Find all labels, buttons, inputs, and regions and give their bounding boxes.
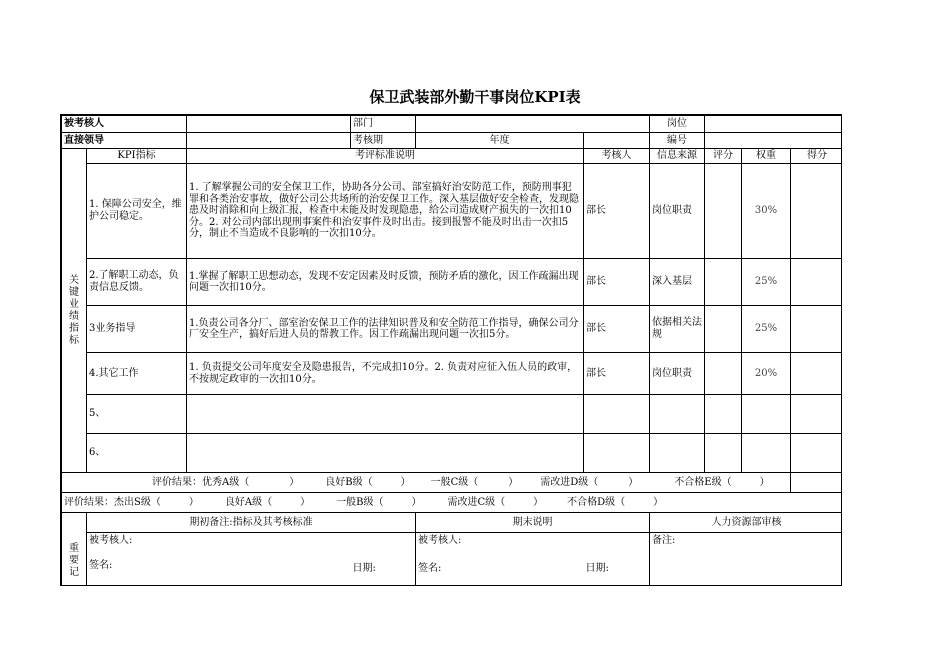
hr-review-header: 人力资源部审核 [650, 513, 843, 533]
evaluation-cell-1 [62, 473, 791, 493]
col-criteria: 考评标准说明 [187, 149, 584, 164]
column-header-row [62, 149, 843, 164]
year-value[interactable] [584, 133, 650, 149]
assessor-cell[interactable] [584, 395, 650, 434]
initial-sign[interactable]: 签名: [87, 553, 351, 579]
weight-cell: 20% [742, 353, 791, 395]
criteria-cell: 1.掌握了解职工思想动态，发现不安定因素及时反馈，预防矛盾的激化，因工作疏漏出现问题一次扣10分。 [187, 259, 584, 306]
assessor-cell: 部长 [584, 164, 650, 259]
kpi-cell: 3业务指导 [87, 306, 187, 353]
weight-cell: 25% [742, 306, 791, 353]
header-row-2 [62, 133, 843, 149]
criteria-cell[interactable] [187, 434, 584, 473]
leader-label: 直接领导 [62, 133, 187, 149]
criteria-cell: 1. 了解掌握公司的安全保卫工作，协助各分公司、部室搞好治安防范工作，预防刑事犯罪和各类治安事故，做好公司公共场所的治安保卫工作。深入基层做好安全检查，发现隐患及时消除和向上级汇报，检查中未能及时发现隐患，给公司造成财产损失的一次扣10分。2. 对公司内部出现刑事案件和治安事件及时出击。接到报警不能及时出击一次扣5分，制止不当造成不良影响的一次扣10分。 [187, 164, 584, 259]
score-cell[interactable] [705, 306, 742, 353]
initial-notes-header: 期初备注:指标及其考核标准 [87, 513, 416, 533]
table-row [62, 353, 843, 395]
table-row [62, 306, 843, 353]
header-row-1 [62, 116, 843, 133]
result-cell[interactable] [791, 395, 843, 434]
initial-blank[interactable] [87, 579, 416, 587]
eval-label: 评价结果： [64, 496, 114, 508]
evaluation-row-2 [62, 493, 843, 513]
col-kpi: KPI指标 [87, 149, 187, 164]
department-label: 部门 [351, 116, 416, 133]
assessee-value[interactable] [187, 116, 351, 133]
final-notes-header: 期末说明 [416, 513, 650, 533]
eval-label: 评价结果： [152, 476, 202, 488]
eval-close: ） [653, 496, 664, 508]
col-weight: 权重 [742, 149, 791, 164]
weight-cell[interactable] [742, 395, 791, 434]
position-label: 岗位 [650, 116, 705, 133]
criteria-cell: 1. 负责提交公司年度安全及隐患报告，不完成扣10分。2. 负责对应征入伍人员的政审，不按规定政审的一次扣10分。 [187, 353, 584, 395]
year-label: 年度 [416, 133, 584, 149]
kpi-cell: 1. 保障公司安全，维护公司稳定。 [87, 164, 187, 259]
notes-row-assessee [62, 533, 843, 553]
eval-excellent: 优秀A级（ [202, 476, 250, 488]
col-source: 信息来源 [650, 149, 705, 164]
eval-close: ） [400, 476, 411, 488]
initial-date[interactable]: 日期: [351, 553, 416, 579]
eval-average: 一般B级（ [336, 496, 384, 508]
assessee-label: 被考核人 [62, 116, 187, 133]
source-cell[interactable] [650, 395, 705, 434]
assessor-cell: 部长 [584, 353, 650, 395]
eval-close: ） [289, 476, 300, 488]
score-cell[interactable] [705, 164, 742, 259]
number-value[interactable] [705, 133, 843, 149]
eval-improve: 需改进C级（ [447, 496, 506, 508]
result-cell[interactable] [791, 434, 843, 473]
assessor-cell[interactable] [584, 434, 650, 473]
weight-cell[interactable] [742, 434, 791, 473]
number-label: 编号 [650, 133, 705, 149]
weight-cell: 30% [742, 164, 791, 259]
col-assessor: 考核人 [584, 149, 650, 164]
kpi-table [61, 115, 842, 586]
kpi-cell: 6、 [87, 434, 187, 473]
score-cell[interactable] [705, 395, 742, 434]
notes-header-row [62, 513, 843, 533]
section-label-text: 关键业绩指标 [69, 274, 79, 346]
result-cell[interactable] [791, 259, 843, 306]
eval-good: 良好A级（ [224, 496, 273, 508]
table-row [62, 259, 843, 306]
eval-close: ） [533, 496, 544, 508]
section-label-kpi [62, 149, 87, 473]
source-cell: 深入基层 [650, 259, 705, 306]
eval-fail: 不合格D级（ [567, 496, 626, 508]
evaluation-row-1 [62, 473, 843, 493]
eval-improve: 需改进D级（ [540, 476, 599, 488]
eval-close: ） [300, 496, 311, 508]
table-row [62, 434, 843, 473]
kpi-cell: 2.了解职工动态，负责信息反馈。 [87, 259, 187, 306]
result-cell[interactable] [791, 353, 843, 395]
eval-close: ） [759, 476, 770, 488]
eval-close: ） [628, 476, 639, 488]
period-label: 考核期 [351, 133, 416, 149]
evaluation-cell-2 [62, 493, 843, 513]
eval-outstanding: 杰出S级（ [114, 496, 161, 508]
source-cell: 岗位职责 [650, 353, 705, 395]
kpi-sheet [60, 114, 842, 586]
initial-assessee[interactable]: 被考核人: [87, 533, 416, 553]
assessor-cell: 部长 [584, 306, 650, 353]
result-cell[interactable] [791, 164, 843, 259]
table-row [62, 395, 843, 434]
department-value[interactable] [416, 116, 650, 133]
final-date[interactable]: 日期: [584, 553, 650, 579]
criteria-cell: 1.负责公司各分厂、部室治安保卫工作的法律知识普及和安全防范工作指导，确保公司分厂安全生产，搞好后进人员的帮教工作。因工作疏漏出现问题一次扣5分。 [187, 306, 584, 353]
source-cell: 岗位职责 [650, 164, 705, 259]
eval-close: ） [411, 496, 422, 508]
position-value[interactable] [705, 116, 843, 133]
eval-good: 良好B级（ [325, 476, 373, 488]
criteria-cell[interactable] [187, 395, 584, 434]
score-cell[interactable] [705, 353, 742, 395]
final-blank[interactable] [416, 579, 650, 587]
table-row [62, 164, 843, 259]
col-result: 得分 [791, 149, 843, 164]
eval-average: 一般C级（ [430, 476, 479, 488]
kpi-cell: 4.其它工作 [87, 353, 187, 395]
final-assessee[interactable]: 被考核人: [416, 533, 650, 553]
notes-label-text: 重要记 [69, 543, 79, 578]
hr-remark[interactable]: 备注: [650, 533, 843, 587]
col-score: 评分 [705, 149, 742, 164]
final-sign[interactable]: 签名: [416, 553, 584, 579]
assessor-cell: 部长 [584, 259, 650, 306]
page-title: 保卫武装部外勤干事岗位KPI表 [369, 88, 581, 106]
section-label-notes [62, 513, 87, 587]
weight-cell: 25% [742, 259, 791, 306]
leader-value[interactable] [187, 133, 351, 149]
source-cell: 依据相关法规 [650, 306, 705, 353]
kpi-cell: 5、 [87, 395, 187, 434]
source-cell[interactable] [650, 434, 705, 473]
eval-close: ） [508, 476, 519, 488]
eval-fail: 不合格E级（ [674, 476, 732, 488]
result-cell[interactable] [791, 306, 843, 353]
eval-close: ） [188, 496, 199, 508]
score-cell[interactable] [705, 259, 742, 306]
score-cell[interactable] [705, 434, 742, 473]
